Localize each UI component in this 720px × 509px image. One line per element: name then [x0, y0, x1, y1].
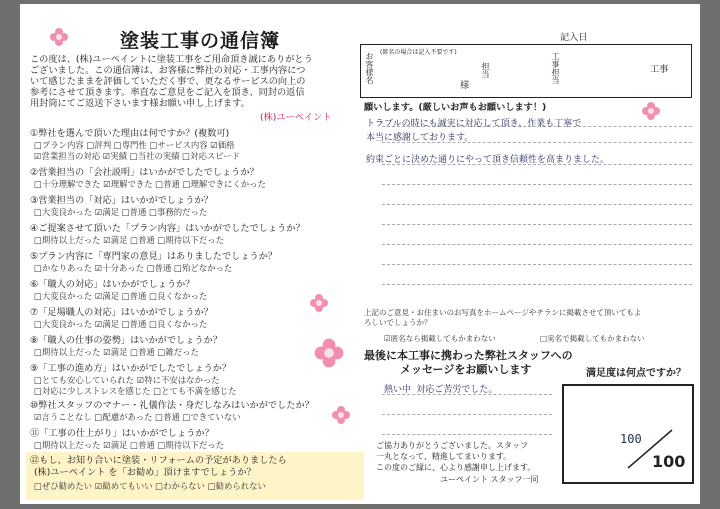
- consent-text2: ろしいでしょうか？: [364, 318, 432, 327]
- staff-message: 熱い中 対応ご苦労でした。: [384, 385, 498, 395]
- intro-line: いて感じたままを評価していただく事で、更なるサービスの向上の: [30, 76, 306, 87]
- closing-line: この度のご縁に、心より感謝申し上げます。: [376, 463, 536, 472]
- page-title: 塗装工事の通信簿: [120, 30, 281, 52]
- q12-options: □ぜひ勧めたい ☑勧めてもいい □わからない □勧められない: [34, 481, 266, 491]
- intro-line: この度は、(株)ユーペイントに塗装工事をご用命頂き誠にありがとう: [30, 54, 313, 65]
- q1-title: ①弊社を選んで頂いた理由は何ですか？(複数可): [30, 128, 230, 139]
- koji-tanto-label: 工事担当: [551, 52, 560, 84]
- score-max: 100: [652, 452, 686, 471]
- score-label: 満足度は何点ですか？: [586, 368, 686, 379]
- survey-sheet: [20, 4, 700, 504]
- q10-options: ☑言うことなし □配慮があった □普通 □できていない: [34, 412, 241, 422]
- q3-title: ③営業担当の「対応」はいかがでしょうか？: [30, 195, 213, 206]
- score-value: 100: [620, 432, 642, 446]
- intro-line: 参考にさせて頂きます。率直なご意見をご記入を頂き、同封の返信: [30, 87, 305, 98]
- consent-option-real: □実名で掲載してもかまわない: [540, 334, 645, 343]
- koji-label: 工事: [650, 64, 669, 75]
- closing-line: ご協力ありがとうございました。スタッフ: [376, 441, 528, 450]
- free-prompt: 願いします。(厳しいお声もお願いします！): [364, 102, 547, 113]
- q11-title: ⑪「工事の仕上がり」はいかがでしょうか？: [30, 428, 214, 439]
- q2-title: ②営業担当の「会社説明」はいかがでしたでしょうか？: [30, 167, 259, 178]
- q2-options: □十分理解できた ☑理解できた □普通 □理解できにくかった: [34, 179, 266, 189]
- flower-icon: [642, 102, 660, 120]
- sales-label: 担当: [481, 62, 490, 78]
- intro-line: 用封筒にてご返送下さいます様お願い申し上げます。: [30, 98, 250, 109]
- date-label: 記入日: [560, 32, 588, 43]
- q4-options: □期待以上だった ☑満足 □普通 □期待以下だった: [34, 235, 224, 245]
- q12-title: ⑫もし、お知り合いに塗装・リフォームの予定がありましたら: [30, 455, 287, 466]
- closing-signature: ユーペイント スタッフ一同: [440, 475, 539, 484]
- consent-option-anon: ☑匿名なら掲載してもかまわない: [384, 334, 496, 343]
- q6-title: ⑥「職人の対応」はいかがでしょうか？: [30, 279, 195, 290]
- q5-title: ⑤プラン内容に「専門家の意見」はありましたでしょうか？: [30, 251, 278, 262]
- flower-icon: [50, 28, 68, 46]
- handwritten-comment: 本当に感謝しております。: [366, 133, 474, 143]
- flower-icon: [315, 339, 344, 368]
- intro-line: ございました。この通信簿は、お客様に弊社の対応・工事内容につ: [30, 65, 306, 76]
- handwritten-comment: トラブルの時にも誠実に対応して頂き、作業も丁寧で: [366, 119, 582, 129]
- q9-options: □対応に少しストレスを感じた □とても不満を感じた: [34, 386, 237, 396]
- q5-options: □かなりあった ☑十分あった □普通 □殆どなかった: [34, 263, 233, 273]
- customer-note: (匿名の場合は記入不要です): [380, 49, 457, 56]
- q10-title: ⑩弊社スタッフのマナー・礼儀作法・身だしなみはいかがでしたか？: [30, 400, 314, 411]
- sama-label: 様: [460, 80, 470, 91]
- q12-title2: (株)ユーペイント を「お勧め」頂けますでしょうか？: [34, 467, 256, 478]
- q9-options: □とても安心していられた ☑特に不安はなかった: [34, 375, 220, 385]
- staff-title: 最後に本工事に携わった弊社スタッフへの: [364, 349, 573, 362]
- flower-icon: [310, 294, 328, 312]
- q9-title: ⑨「工事の進め方」はいかがでしたでしょうか？: [30, 363, 232, 374]
- closing-line: 一丸となって、精進してまいります。: [376, 452, 512, 461]
- q1-options: ☑営業担当の対応 ☑実績 □当社の実績 □対応スピード: [34, 151, 240, 161]
- staff-title2: メッセージをお願いします: [400, 363, 532, 376]
- q1-options: □プラン内容 □評判 □専門性 □サービス内容 ☑価格: [34, 140, 235, 150]
- q3-options: □大変良かった ☑満足 □普通 □事務的だった: [34, 207, 208, 217]
- handwritten-comment: 約束ごとに決めた通りにやって頂き信頼性を高まりました。: [366, 155, 610, 165]
- q7-title: ⑦「足場職人の対応」はいかがでしょうか？: [30, 307, 213, 318]
- q11-options: □期待以上だった ☑満足 □普通 □期待以下だった: [34, 440, 224, 450]
- q8-options: □期待以上だった ☑満足 □普通 □雑だった: [34, 347, 199, 357]
- q4-title: ④ご提案させて頂いた「プラン内容」はいかがでしたでしょうか？: [30, 223, 305, 234]
- company-name: (株)ユーペイント: [260, 112, 332, 123]
- q8-title: ⑧「職人の仕事の姿勢」はいかがでしょうか？: [30, 335, 222, 346]
- q7-options: □大変良かった ☑満足 □普通 □良くなかった: [34, 319, 208, 329]
- consent-text: 上記のご意見・お住まいのお写真をホームページやチラシに掲載させて頂いてもよ: [364, 308, 642, 317]
- customer-label: お客様名: [365, 52, 374, 84]
- q6-options: □大変良かった ☑満足 □普通 □良くなかった: [34, 291, 208, 301]
- flower-icon: [332, 406, 350, 424]
